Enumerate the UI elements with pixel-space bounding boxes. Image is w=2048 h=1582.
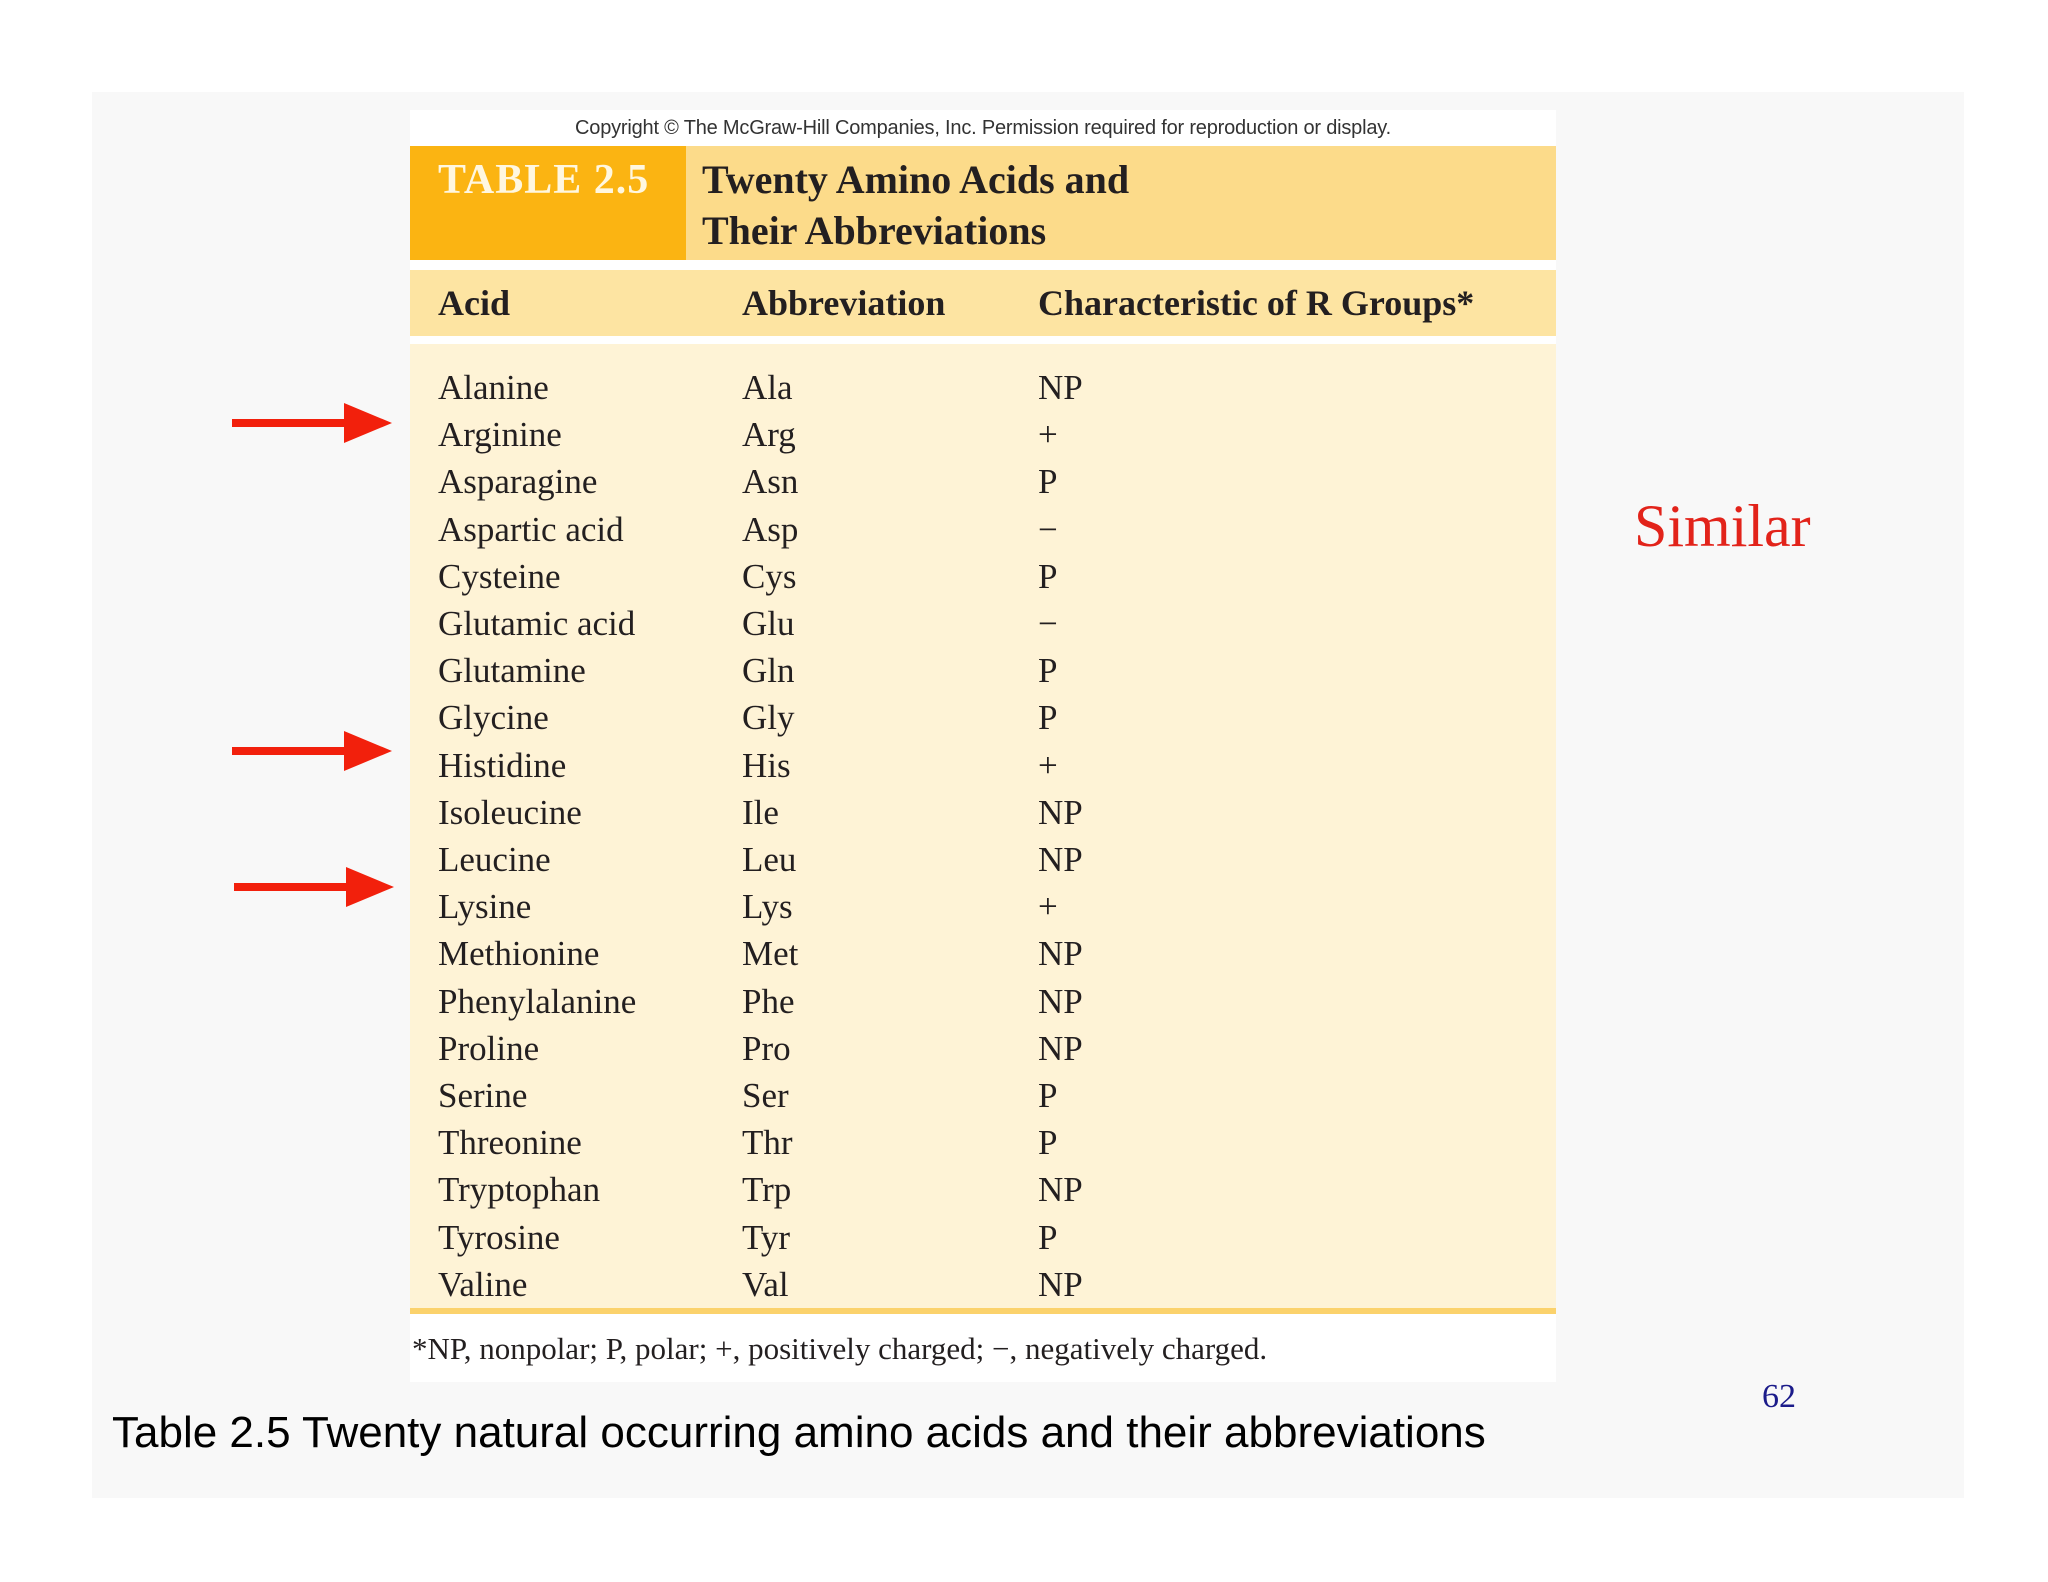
amino-acid-table-figure [410,110,1556,1382]
acid-name-cell: Aspartic acid [438,509,624,549]
abbreviation-cell: Tyr [742,1217,791,1257]
table-row [410,1166,1556,1213]
characteristic-cell: NP [1038,840,1083,879]
abbreviation-cell: Trp [742,1170,792,1210]
acid-name-cell: Methionine [438,934,600,974]
abbreviation-cell: Lys [742,887,793,927]
table-row [410,930,1556,977]
characteristic-cell: + [1038,887,1058,927]
header-abbreviation: Abbreviation [742,283,946,323]
acid-name-cell: Threonine [438,1123,582,1163]
table-title-line-1: Twenty Amino Acids and [702,157,1130,202]
abbreviation-cell: Glu [742,604,795,643]
header-acid: Acid [438,283,510,323]
abbreviation-cell: Asp [742,509,799,549]
slide-caption: Table 2.5 Twenty natural occurring amino acids and their abbreviations [112,1408,1486,1457]
characteristic-cell: P [1038,462,1058,502]
arrow-icon-lysine [234,862,394,912]
characteristic-cell: NP [1038,368,1083,407]
header-characteristic: Characteristic of R Groups* [1038,283,1475,323]
characteristic-cell: + [1038,415,1058,455]
characteristic-cell: P [1038,651,1058,691]
table-body [410,344,1556,1308]
table-title-band [410,146,1556,260]
arrow-icon-histidine [232,726,392,776]
acid-name-cell: Cysteine [438,556,561,596]
characteristic-cell: NP [1038,1170,1083,1210]
abbreviation-cell: Thr [742,1123,793,1163]
table-row [410,978,1556,1025]
abbreviation-cell: Arg [742,415,796,455]
table-bottom-rule [410,1308,1556,1314]
characteristic-cell: NP [1038,934,1083,974]
table-row [410,600,1556,647]
abbreviation-cell: Phe [742,981,795,1021]
table-row [410,883,1556,930]
acid-name-cell: Asparagine [438,462,598,502]
page-number: 62 [1762,1378,1796,1415]
abbreviation-cell: Leu [742,840,797,879]
table-row [410,836,1556,883]
abbreviation-cell: Ser [742,1076,789,1115]
table-row [410,506,1556,553]
table-row [410,1072,1556,1119]
table-row [410,411,1556,458]
acid-name-cell: Arginine [438,415,562,455]
arrow-icon-arginine [232,398,392,448]
characteristic-cell: − [1038,604,1058,643]
table-row [410,1261,1556,1308]
table-footnote: *NP, nonpolar; P, polar; +, positively charged; −, negatively charged. [412,1331,1268,1366]
table-title [702,154,1502,256]
characteristic-cell: P [1038,556,1058,596]
characteristic-cell: NP [1038,1028,1083,1068]
abbreviation-cell: His [742,745,791,785]
acid-name-cell: Tryptophan [438,1170,601,1210]
table-row [410,364,1556,411]
table-header-row [410,270,1556,336]
characteristic-cell: P [1038,1217,1058,1257]
table-row [410,694,1556,741]
acid-name-cell: Serine [438,1076,528,1115]
table-row [410,1214,1556,1261]
abbreviation-cell: Pro [742,1028,791,1068]
abbreviation-cell: Gly [742,698,795,738]
similar-annotation: Similar [1634,493,1811,559]
characteristic-cell: + [1038,745,1058,785]
copyright-notice: Copyright © The McGraw-Hill Companies, Inc. Permission required for reproduction or display. [575,117,1391,139]
characteristic-cell: P [1038,698,1058,738]
abbreviation-cell: Met [742,934,799,974]
abbreviation-cell: Ala [742,368,793,407]
acid-name-cell: Isoleucine [438,792,582,832]
acid-name-cell: Phenylalanine [438,981,637,1021]
table-row [410,1025,1556,1072]
abbreviation-cell: Gln [742,651,795,691]
characteristic-cell: P [1038,1123,1058,1163]
table-label: TABLE 2.5 [410,146,686,260]
table-row [410,1119,1556,1166]
characteristic-cell: P [1038,1076,1058,1115]
characteristic-cell: − [1038,509,1058,549]
acid-name-cell: Alanine [438,368,549,407]
abbreviation-cell: Ile [742,792,779,832]
table-title-line-2: Their Abbreviations [702,208,1047,253]
table-row [410,742,1556,789]
acid-name-cell: Glycine [438,698,549,738]
acid-name-cell: Histidine [438,745,567,785]
abbreviation-cell: Asn [742,462,799,502]
acid-name-cell: Glutamic acid [438,604,636,643]
characteristic-cell: NP [1038,1264,1083,1304]
abbreviation-cell: Cys [742,556,797,596]
acid-name-cell: Glutamine [438,651,586,691]
characteristic-cell: NP [1038,981,1083,1021]
acid-name-cell: Valine [438,1264,528,1304]
table-row [410,553,1556,600]
table-row [410,789,1556,836]
acid-name-cell: Proline [438,1028,540,1068]
abbreviation-cell: Val [742,1264,789,1304]
acid-name-cell: Tyrosine [438,1217,560,1257]
table-row [410,647,1556,694]
table-row [410,458,1556,505]
acid-name-cell: Leucine [438,840,551,879]
acid-name-cell: Lysine [438,887,532,927]
characteristic-cell: NP [1038,792,1083,832]
